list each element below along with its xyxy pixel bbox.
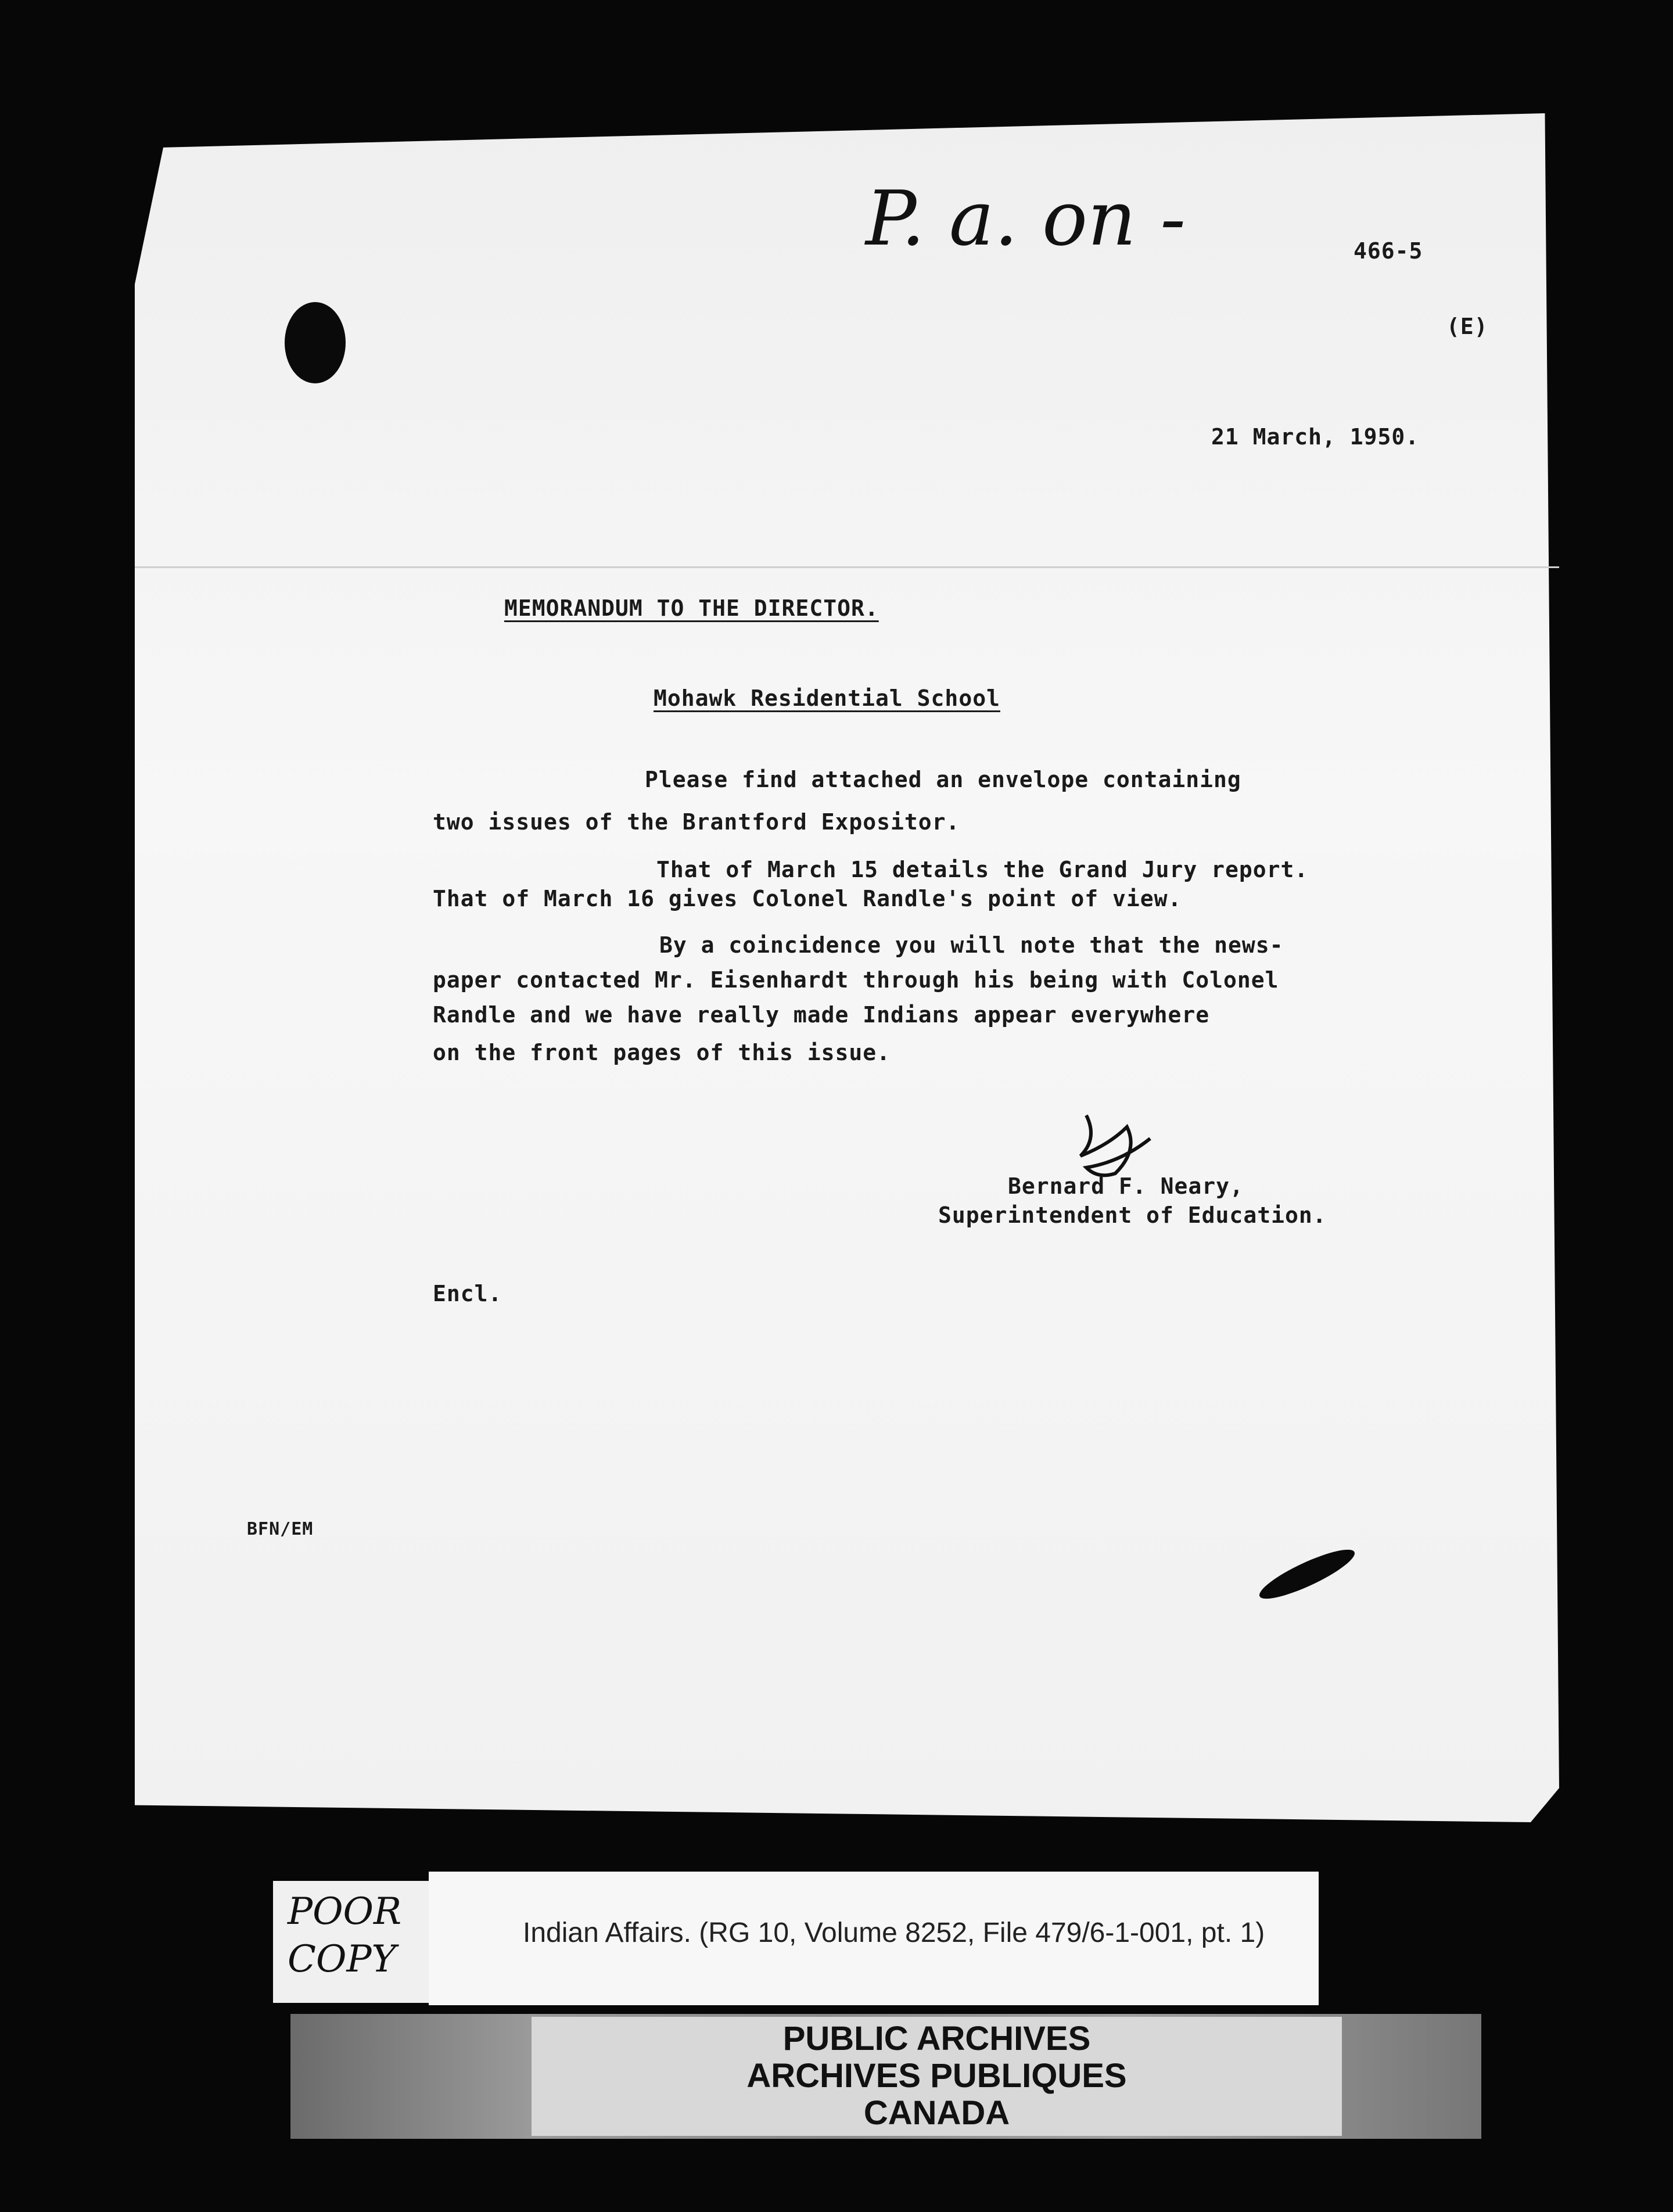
initials: BFN/EM xyxy=(247,1519,314,1539)
signature-title: Superintendent of Education. xyxy=(938,1202,1327,1228)
poor-copy-text: POOR COPY xyxy=(288,1890,402,1981)
paragraph-1-line-2: two issues of the Brantford Expositor. xyxy=(433,809,960,835)
archive-reference-text: Indian Affairs. (RG 10, Volume 8252, File 479/6-1-001, pt. 1) xyxy=(523,1917,1265,1948)
memo-subject: Mohawk Residential School xyxy=(654,685,1000,711)
handwritten-note: P. a. on - xyxy=(866,174,1186,263)
paragraph-3-line-4: on the front pages of this issue. xyxy=(433,1040,891,1065)
memo-title: MEMORANDUM TO THE DIRECTOR. xyxy=(504,595,879,621)
paragraph-3-line-1: By a coincidence you will note that the news- xyxy=(659,932,1284,958)
paragraph-3-line-3: Randle and we have really made Indians appear everywhere xyxy=(433,1002,1210,1028)
marker: (E) xyxy=(1446,314,1488,339)
fold-line xyxy=(135,566,1559,568)
paragraph-3-line-2: paper contacted Mr. Eisenhardt through his being with Colonel xyxy=(433,967,1279,993)
file-number: 466-5 xyxy=(1354,238,1423,264)
archive-stamp-text: PUBLIC ARCHIVES ARCHIVES PUBLIQUES CANADA xyxy=(746,2020,1127,2132)
paragraph-1-line-1: Please find attached an envelope containing xyxy=(645,767,1241,792)
enclosure-note: Encl. xyxy=(433,1281,502,1306)
memo-date: 21 March, 1950. xyxy=(1211,424,1420,450)
signature-name: Bernard F. Neary, xyxy=(1008,1173,1244,1199)
punch-hole-blot xyxy=(285,302,346,383)
paragraph-2-line-2: That of March 16 gives Colonel Randle's point of view. xyxy=(433,886,1182,911)
paragraph-2-line-1: That of March 15 details the Grand Jury report. xyxy=(656,857,1309,882)
